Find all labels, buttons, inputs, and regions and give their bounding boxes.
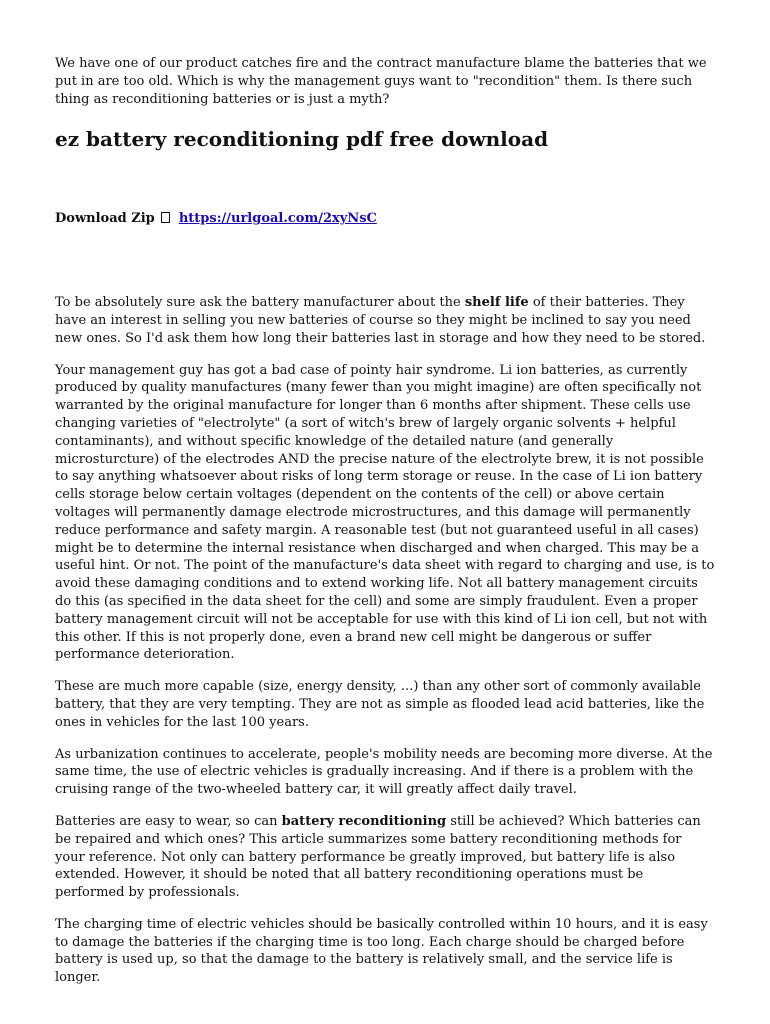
paragraph xyxy=(55,678,715,731)
paragraph-text: To be absolutely sure ask the battery manufacturer about the xyxy=(55,295,465,311)
missing-glyph-icon xyxy=(161,212,170,223)
page-title: ez battery reconditioning pdf free download xyxy=(55,127,549,152)
paragraph-text: still be achieved? Which batteries can be repaired and which ones? This article summarizes some battery reconditioning methods for your reference. Not only can battery performance be greatly improved, but battery life is also extended. However, it should be noted that all battery reconditioning operations must be performed by professionals. xyxy=(55,813,701,901)
paragraph-bold-text: shelf life xyxy=(464,295,529,311)
paragraph xyxy=(55,746,715,799)
paragraph-text: Batteries are easy to wear, so can xyxy=(55,813,282,829)
intro-paragraph: We have one of our product catches fire and the contract manufacture blame the batteries that we put in are too old. Which is why the management guys want to "recondition" them. Is there such thing as reconditioning batteries or is just a myth? xyxy=(55,56,707,107)
article-body xyxy=(55,294,715,987)
paragraph-bold-text: battery reconditioning xyxy=(281,813,447,829)
paragraph-text: These are much more capable (size, energy density, ...) than any other sort of commonly available battery, that they are very tempting. They are not as simple as flooded lead acid batteries, like the ones in vehicles for the last 100 years. xyxy=(55,679,705,730)
paragraph-text: As urbanization continues to accelerate, people's mobility needs are becoming more diverse. At the same time, the use of electric vehicles is gradually increasing. And if there is a problem with the cruising range of the two-wheeled battery car, it will greatly affect daily travel. xyxy=(55,746,713,798)
paragraph-text: The charging time of electric vehicles should be basically controlled within 10 hours, and it is easy to damage the batteries if the charging time is too long. Each charge should be charged before battery is used up, so that the damage to the battery is relatively small, and the service life is longer. xyxy=(55,916,708,986)
paragraph-text: Your management guy has got a bad case of pointy hair syndrome. Li ion batteries, as currently produced by quality manufactures (many fewer than you might imagine) are often specifically not warranted by the original manufacture for longer than 6 months after shipment. These cells use changing varieties of "electrolyte" (a sort of witch's brew of largely organic solvents + helpful contaminants), and without specific knowledge of the detailed nature (and generally microsturcture) of the electrodes AND the precise nature of the electrolyte brew, it is not possible to say anything whatsoever about risks of long term storage or reuse. In the case of Li ion battery cells storage below certain voltages (dependent on the contents of the cell) or above certain voltages will permanently damage electrode microstructures, and this damage will permanently reduce performance and safety margin. A reasonable test (but not guaranteed useful in all cases) might be to determine the internal resistance when discharged and when charged. This may be a useful hint. Or not. The point of the manufacture's data sheet with regard to charging and use, is to avoid these damaging conditions and to extend working life. Not all battery management circuits do this (as specified in the data sheet for the cell) and some are simply fraudulent. Even a proper battery management circuit will not be acceptable for use with this kind of Li ion cell, but not with this other. If this is not properly done, even a brand new cell might be dangerous or suffer performance deterioration. xyxy=(55,362,715,663)
download-line xyxy=(55,210,715,228)
paragraph xyxy=(55,362,715,665)
paragraph xyxy=(55,294,715,347)
paragraph xyxy=(55,813,715,902)
download-label: Download Zip xyxy=(55,211,155,227)
paragraph xyxy=(55,916,715,987)
paragraph-text: of their batteries. They have an interest in selling you new batteries of course so they might be inclined to say you need new ones. So I'd ask them how long their batteries last in storage and how they need to be stored. xyxy=(55,295,706,346)
download-link[interactable]: https://urlgoal.com/2xyNsC xyxy=(178,211,377,227)
